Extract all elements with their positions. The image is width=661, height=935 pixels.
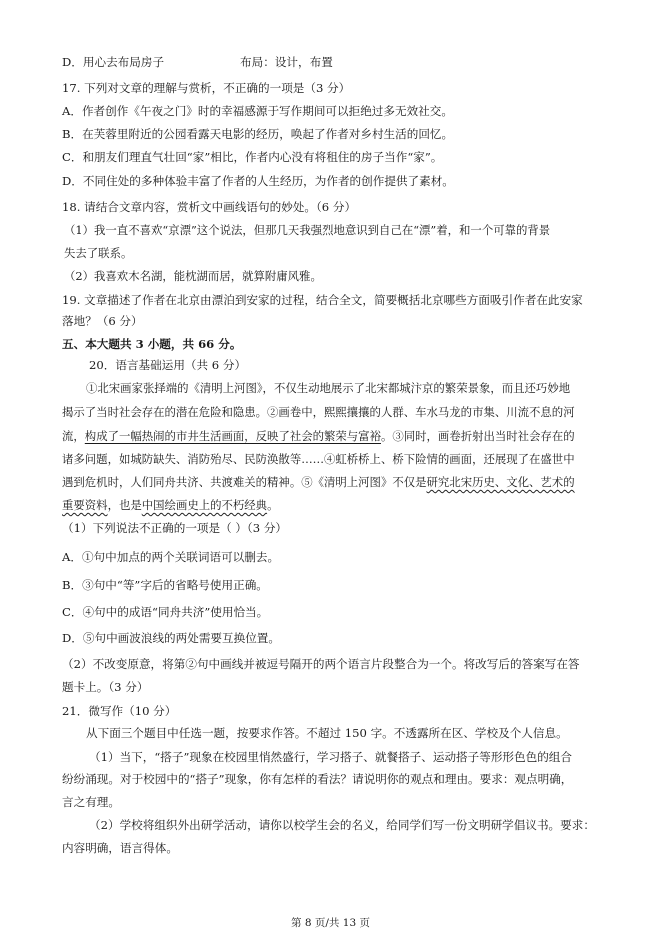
q21-title: 21．微写作（10 分） <box>62 704 177 718</box>
q21-intro: 从下面三个题目中任选一题，按要求作答。不超过 150 字。不透露所在区、学校及个人信息。 <box>86 726 568 740</box>
q19-stem: 19. 文章描述了作者在北京由漂泊到安家的过程，结合全文，简要概括北京哪些方面吸引作者在此安家 <box>62 293 583 307</box>
q20-passage-line-2: 揭示了当时社会存在的潜在危险和隐患。②画卷中，熙熙攘攘的人群、车水马龙的市集、川流不息的河 <box>62 405 575 419</box>
q21-topic-2-cont: 内容明确，语言得体。 <box>62 841 178 855</box>
q18-stem: 18. 请结合文章内容，赏析文中画线语句的妙处。（6 分） <box>62 200 357 214</box>
q21-topic-1: （1）当下，“搭子”现象在校园里悄然盛行，学习搭子、就餐搭子、运动搭子等形形色色的组合 <box>89 750 572 764</box>
q20-option-c: C．④句中的成语“同舟共济”使用恰当。 <box>62 605 269 619</box>
q17-option-d: D．不同住处的多种体验丰富了作者的人生经历，为作者的创作提供了素材。 <box>62 174 454 188</box>
q17-option-c: C．和朋友们理直气壮回“家”相比，作者内心没有将租住的房子当作“家”。 <box>62 150 443 164</box>
wavy-fragment-1-cont: 重要资料 <box>62 498 108 512</box>
q20-passage-line-6: 重要资料，也是中国绘画史上的不朽经典。 <box>62 498 279 512</box>
q20-option-a: A．①句中加点的两个关联词语可以删去。 <box>62 550 280 564</box>
wavy-fragment-1: 研究北宋历史、文化、艺术的 <box>426 475 575 489</box>
q20-passage-line-5: 遇到危机时，人们同舟共济、共渡难关的精神。⑤《清明上河图》不仅是研究北宋历史、文化、艺术的 <box>62 475 575 489</box>
q19-stem-cont: 落地？（6 分） <box>62 314 143 328</box>
q20-passage-line-4: 诸多问题，如城防缺失、消防殆尽、民防涣散等……④虹桥桥上、桥下险情的画面，还展现了在盛世中 <box>62 452 575 466</box>
q18-sentence-1: （1）我一直不喜欢“京漂”这个说法，但那几天我强烈地意识到自己在“漂”着，和一个可靠的背景 <box>64 223 551 237</box>
q21-topic-1-cont: 纷纷涌现。对于校园中的“搭子”现象，你有怎样的看法？请说明你的观点和理由。要求：观点明确， <box>62 772 573 786</box>
q20-option-d: D．⑤句中画波浪线的两处需要互换位置。 <box>62 631 280 645</box>
q20-sub1-stem: （1）下列说法不正确的一项是（ ）（3 分） <box>62 521 288 535</box>
q20-title: 20．语言基础运用（共 6 分） <box>89 358 247 372</box>
q17-stem: 17. 下列对文章的理解与赏析，不正确的一项是（3 分） <box>62 81 351 95</box>
q20-passage-line-3: 流，构成了一幅热闹的市井生活画面，反映了社会的繁荣与富裕。③同时，画卷折射出当时社会存在的 <box>62 429 575 443</box>
section-5-heading: 五、本大题共 3 小题，共 66 分。 <box>62 337 242 351</box>
q20-sub2-stem-cont: 题卡上。（3 分） <box>62 680 149 694</box>
q20-option-b: B．③句中“等”字后的省略号使用正确。 <box>62 578 268 592</box>
wavy-fragment-2: 中国绘画史上的不朽经典 <box>141 498 268 512</box>
q20-passage-line-1: ①北宋画家张择端的《清明上河图》，不仅生动地展示了北宋都城汴京的繁荣景象，而且还巧妙地 <box>86 381 571 395</box>
q18-sentence-1-cont: 失去了联系。 <box>64 246 133 260</box>
q17-option-b: B．在芙蓉里附近的公园看露天电影的经历，唤起了作者对乡村生活的回忆。 <box>62 127 454 141</box>
q21-topic-2: （2）学校将组织外出研学活动，请你以校学生会的名义，给同学们写一份文明研学倡议书。要求： <box>89 818 595 832</box>
q21-topic-1-cont2: 言之有理。 <box>62 795 120 809</box>
page-footer: 第 8 页/共 13 页 <box>291 917 370 929</box>
q17-option-a: A．作者创作《午夜之门》时的幸福感源于写作期间可以拒绝过多无效社交。 <box>62 104 453 118</box>
underlined-fragment: 构成了一幅热闹的市井生活画面，反映了社会的繁荣与富裕 <box>84 429 381 443</box>
q16-option-d-note: 布局：设计，布置 <box>240 55 333 69</box>
q16-option-d: D．用心去布局房子 布局：设计，布置 <box>62 55 333 69</box>
q20-sub2-stem: （2）不改变原意，将第②句中画线并被逗号隔开的两个语言片段整合为一个。将改写后的答案写在答 <box>62 657 580 671</box>
q18-sentence-2: （2）我喜欢木名湖，能枕湖而居，就算附庸风雅。 <box>64 269 322 283</box>
